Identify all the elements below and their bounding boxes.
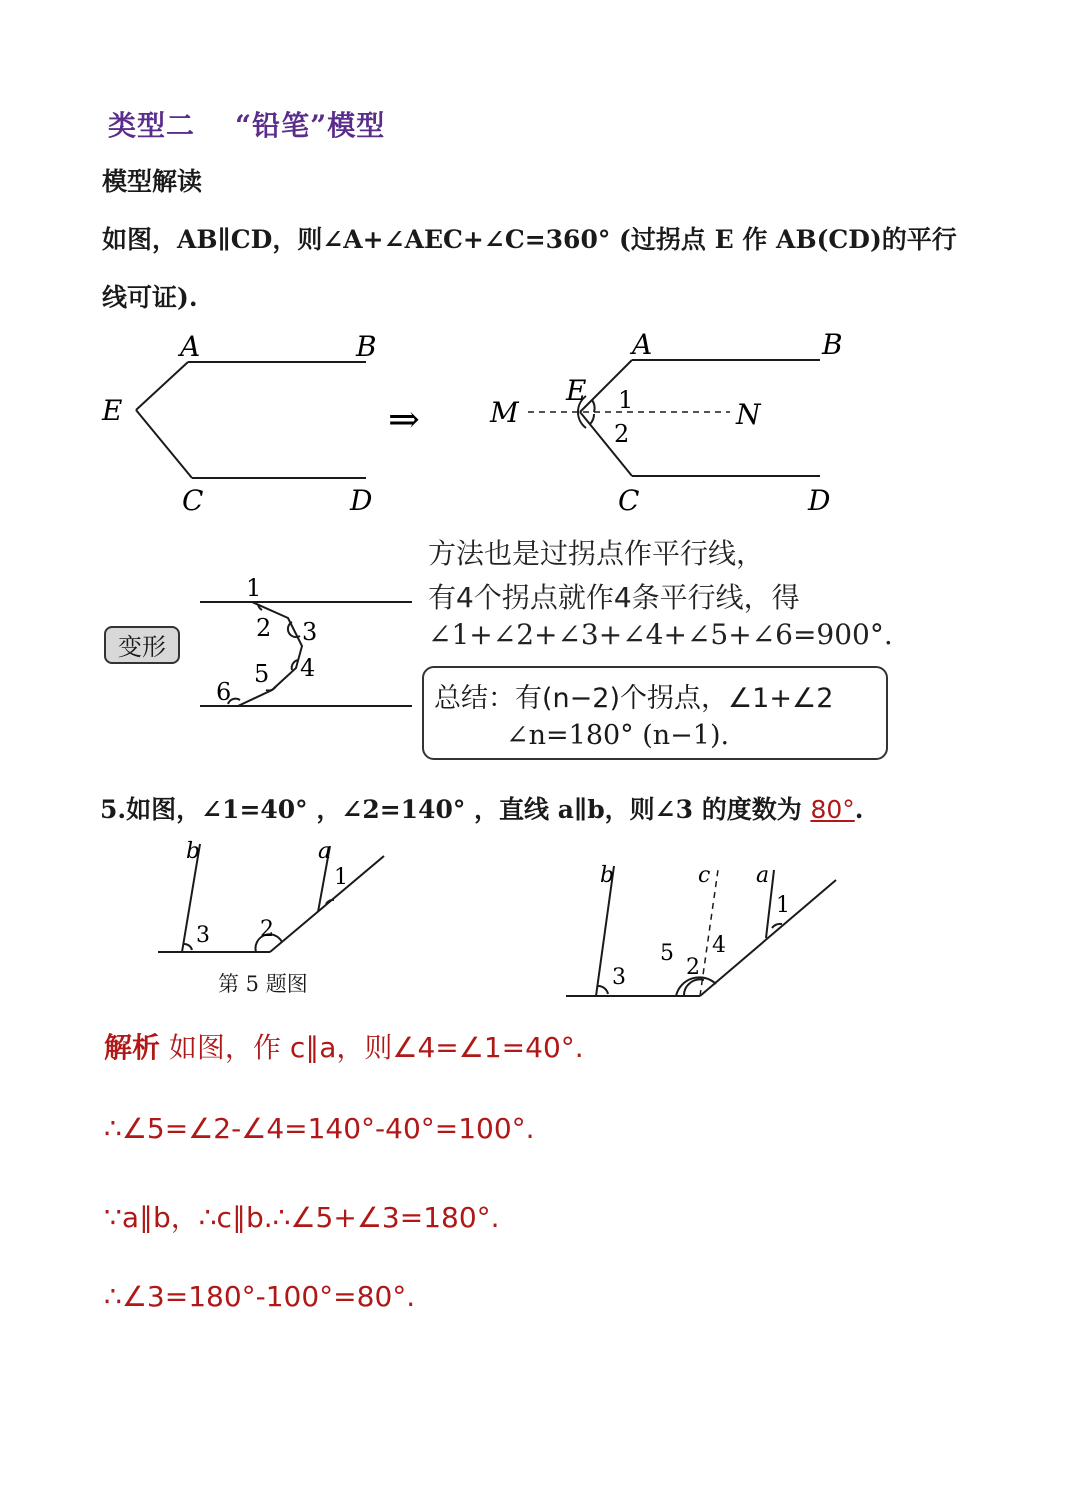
note-line-1: 方法也是过拐点作平行线， <box>428 537 765 570</box>
variant-angle-5: 5 <box>254 660 270 688</box>
label-B-right: B <box>822 328 843 361</box>
pencil-model-figure <box>136 362 366 478</box>
variant-angle-6: 6 <box>216 678 232 706</box>
label-C: C <box>182 484 204 517</box>
q5s-angle-5: 5 <box>660 941 674 966</box>
label-B: B <box>356 330 377 363</box>
model-title: “铅笔”模型 <box>235 109 386 142</box>
q5-angle-3: 3 <box>196 923 210 948</box>
question-5-answer: 80° <box>810 795 855 824</box>
explanation-line-2: 线可证). <box>102 283 198 312</box>
q5s-angle-4: 4 <box>712 933 726 958</box>
summary-line-2: ∠n=180° (n−1). <box>506 720 730 751</box>
note-line-3: ∠1+∠2+∠3+∠4+∠5+∠6=900°. <box>428 618 893 651</box>
q5-angle-1: 1 <box>334 865 348 890</box>
q5s-label-c: c <box>698 863 711 888</box>
summary-box <box>422 666 888 760</box>
solution-line-1-text: 如图，作 c∥a，则∠4=∠1=40°. <box>160 1031 584 1064</box>
note-line-2: 有4个拐点就作4条平行线，得 <box>428 581 800 614</box>
label-E: E <box>102 394 123 427</box>
solution-line-2: ∴∠5=∠2-∠4=140°-40°=100°. <box>104 1112 535 1145</box>
label-A-right: A <box>632 328 653 361</box>
solution-line-4: ∴∠3=180°-100°=80°. <box>104 1280 416 1313</box>
q5s-label-a: a <box>756 863 770 888</box>
label-C-right: C <box>618 484 640 517</box>
label-E-right: E <box>566 374 587 407</box>
q5s-angle-2: 2 <box>686 955 700 980</box>
question-5-end: . <box>854 795 864 824</box>
label-M: M <box>490 396 519 429</box>
type-label: 类型二 <box>108 109 196 142</box>
solution-label: 解析 <box>104 1031 161 1064</box>
angle-2-label: 2 <box>614 420 630 448</box>
q5s-angle-1: 1 <box>776 893 790 918</box>
question-5-text: 5.如图，∠1=40° ，∠2=140° ，直线 a∥b，则∠3 的度数为 <box>100 795 811 824</box>
label-D-right: D <box>808 484 831 517</box>
summary-line-1: 总结：有(n−2)个拐点，∠1+∠2 <box>434 683 834 714</box>
q5-angle-2: 2 <box>260 917 274 942</box>
variant-angle-1: 1 <box>246 574 262 602</box>
variant-angle-2: 2 <box>256 614 272 642</box>
label-N: N <box>736 398 761 431</box>
question-5 <box>100 790 863 826</box>
label-A: A <box>180 330 201 363</box>
variant-angle-4: 4 <box>300 654 316 682</box>
figure-caption: 第 5 题图 <box>218 972 308 996</box>
variant-angle-3: 3 <box>302 618 318 646</box>
q5-label-a: a <box>318 839 332 864</box>
angle-1-label: 1 <box>618 386 634 414</box>
implies-arrow: ⇒ <box>388 397 420 441</box>
variant-badge: 变形 <box>104 626 180 664</box>
solution-line-3: ∵a∥b，∴c∥b.∴∠5+∠3=180°. <box>104 1201 500 1234</box>
q5s-angle-3: 3 <box>612 965 626 990</box>
solution-line-1 <box>104 1026 584 1066</box>
q5-label-b: b <box>186 839 201 864</box>
subtitle: 模型解读 <box>102 167 203 196</box>
label-D: D <box>350 484 373 517</box>
q5s-label-b: b <box>600 863 615 888</box>
explanation-line-1: 如图，AB∥CD，则∠A+∠AEC+∠C=360° (过拐点 E 作 AB(CD)的平行 <box>102 225 957 254</box>
